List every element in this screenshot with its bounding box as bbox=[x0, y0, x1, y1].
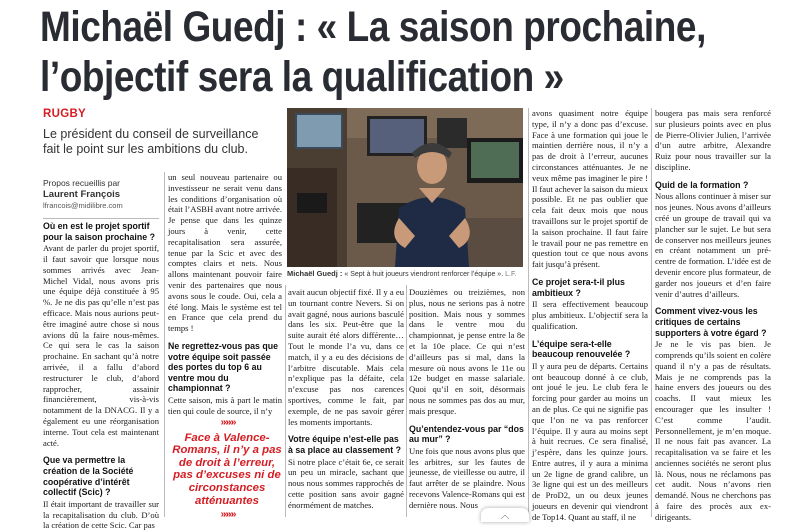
caption-credit: L.F. bbox=[503, 271, 517, 278]
headline-line-2: l’objectif sera la qualification » bbox=[40, 53, 564, 101]
interview-answer: un seul nouveau partenaire ou investisseur ne serait venu dans les conditions d’organisation où était l’ASBH avant notre arrivée. Je pense que dans les quinze jours à venir, cette recapitalisation sera assurée, tenue par la Scic et avec des comptes clairs et nets. Nous allons maintenant pouvoir faire venir des partenaires que nous avons sous le coude. Oui, cela a été long. Mais le système est tel en France que cela prend du temps ! bbox=[168, 172, 282, 334]
headline-line-1: Michaël Guedj : « La saison prochaine, bbox=[40, 3, 706, 51]
article-column-2 bbox=[168, 172, 282, 416]
interview-question: Où en est le projet sportif pour la saison prochaine ? bbox=[43, 221, 155, 242]
byline-email: lfrancois@midilibre.com bbox=[43, 201, 123, 210]
pull-quote bbox=[172, 415, 282, 524]
interview-question: Ne regrettez-vous pas que votre équipe soit passée des portes du top 6 au ventre mou du championnat ? bbox=[168, 340, 278, 394]
interview-answer: Une fois que nous avons plus que les arbitres, sur les fautes de jeunesse, de vieillesse ou autre, il faut arrêter de se plaindre. Nous recevons Valence-Romans qui est dernière nous. Nous bbox=[409, 445, 525, 510]
pull-quote-arrows-top: »»»»» bbox=[220, 417, 234, 428]
caption-text: « Sept à huit joueurs viendront renforcer l’équipe ». bbox=[342, 271, 504, 278]
column-divider bbox=[285, 285, 286, 517]
interview-answer: bougera pas mais sera renforcé sur plusieurs points avec en plus de Pierre-Olivier Julien, l’arrivée d’un autre arbitre, Alexandre Ruiz pour nous travailler sur la discipline. bbox=[655, 108, 771, 172]
interview-question: Votre équipe n’est-elle pas à sa place au classement ? bbox=[288, 434, 401, 455]
interview-question: Que va permettre la création de la Société coopérative d’intérêt collectif (Scic) ? bbox=[43, 455, 134, 498]
interview-answer: Il était important de travailler sur la recapitalisation du club. D’où la création de cette Scic. Car pas bbox=[43, 498, 159, 531]
caption-name: Michaël Guedj : bbox=[287, 269, 343, 278]
interview-question: Qu’entendez-vous par “dos au mur” ? bbox=[409, 423, 524, 445]
interview-question: Ce projet sera-t-il plus ambitieux ? bbox=[532, 276, 625, 298]
byline-author: Laurent François bbox=[43, 189, 121, 200]
article-column-6 bbox=[655, 108, 771, 522]
interview-question: Comment vivez-vous les critiques de certains supporters à votre égard ? bbox=[655, 306, 767, 338]
article-column-4 bbox=[409, 287, 525, 517]
pull-quote-arrows-bottom: »»»»» bbox=[220, 509, 234, 521]
byline-label: Propos recueillis par bbox=[43, 178, 121, 188]
interview-question: Quid de la formation ? bbox=[655, 179, 749, 190]
interview-answer: Je ne le vis pas bien. Je comprends qu’ils soient en colère quand il n’y a pas de résultats. Mais je ne comprends pas la haine envers des joueurs ou des coachs. Il vaut mieux les encourager que les insulter ! C’est comme l’audit. Personnellement, je m’en moque. Il ne nous fait pas avancer. La recapitalisation va se faire et les anciennes sociétés ne seront plus là. Nous, nous ne réclamons pas cet audit. Nous n’avons rien demandé. Nous ne cherchons pas à faire des procès aux ex-dirigeants. bbox=[655, 339, 771, 522]
interview-answer: Avant de parler du projet sportif, il faut savoir que lorsque nous sommes arrivés avec Jean-Michel Vidal, nous avons pris une équipe déjà constituée à 95 %. Je ne dis pas qu’elle n’est pas efficace. Mais nous aurions peut-être imaginé autre chose si nous avions dû la faire nous-mêmes. Ce qui sera le cas la saison prochaine. En sachant qu’à notre arrivée, il a fallu d’abord restructurer le club, d’abord rapprocher, assainir financièrement, vis-à-vis notamment de la DNACG. Il y a également eu une réorganisation interne. Tout cela est maintenant acté. bbox=[43, 243, 159, 448]
interview-answer: Douzièmes ou treizièmes, non plus, nous ne serions pas à notre position. Mais nous y sommes dans le ventre mou du championnat, je pense entre la 8e et la 10e place. Ce qui n’est d’ailleurs pas si mal, dans la mesure où nous avons le 11e ou 12e budget en masse salariale. Quoi qu’il en soit, désormais nous ne sommes pas dos au mur, mais presque. bbox=[409, 287, 525, 416]
article-photo bbox=[287, 108, 523, 267]
article-standfirst: Le président du conseil de surveillance fait le point sur les ambitions du club. bbox=[43, 127, 259, 156]
column-divider bbox=[406, 285, 407, 517]
section-rubric: RUGBY bbox=[43, 108, 87, 120]
column-divider bbox=[164, 172, 165, 517]
interview-answer: Nous allons continuer à miser sur nos jeunes. Nous avons d’ailleurs créé un groupe de travail qui va plancher sur le sujet. Le but sera de conserver nos meilleurs jeunes en créant notamment un pré-centre de formation. L’idée est de devenir encore plus formateur, de garder nos joueurs et d’en faire venir d’autres d’ailleurs. bbox=[655, 191, 771, 299]
chevron-up-icon: ︿ bbox=[500, 510, 510, 520]
article-column-5 bbox=[532, 108, 648, 522]
interview-answer: avons quasiment notre équipe type, il n’y a donc pas d’excuse. Face à une formation qui joue le maintien derrière nous, il n’y a pas de droit à l’erreur, aucunes circonstances atténuantes. Je ne veux même pas imaginer le pire ! Il faut achever la saison du mieux possible. Et ne pas oublier que cela fait deux mois que nous travaillons sur le projet sportif de la saison prochaine. Il faut faire le travail pour ne pas remettre en question tout ce que nous avons fait jusqu’à présent. bbox=[532, 108, 648, 270]
byline bbox=[43, 178, 163, 211]
interview-answer: avait aucun objectif fixé. Il y a eu un tournant contre Nevers. Si on avait gagné, nous aurions basculé dans les six. Peut-être que la suite aurait été alors différente… Tout le monde l’a vu, dans ce match, il y a eu des décisions de l’arbitre discutable. Mais cela n’explique pas la défaite, cela n’excuse pas nos carences sportives, comme le fait, par exemple, de ne pas savoir gérer les moments importants. bbox=[288, 287, 404, 427]
pull-quote-text: Face à Valence-Romans, il n’y a pas de droit à l’erreur, pas d’excuses ni de circonstances atténuantes bbox=[172, 431, 282, 507]
column-divider bbox=[528, 108, 529, 517]
interview-answer: Il sera effectivement beaucoup plus ambitieux. L’objectif sera la qualification. bbox=[532, 299, 648, 331]
photo-caption bbox=[287, 269, 523, 279]
photo-illustration bbox=[287, 108, 523, 267]
column-divider bbox=[651, 108, 652, 517]
interview-answer: Cette saison, mis à part le matin tien qui coule de source, il n’y bbox=[168, 394, 282, 416]
article-column-1 bbox=[43, 221, 159, 531]
interview-answer: Si notre place c’était 6e, ce serait un peu un miracle, sachant que nous nous sommes rapprochés de cette position sans avoir gagné énormément de matches. bbox=[288, 456, 404, 510]
scroll-up-button[interactable] bbox=[481, 508, 529, 522]
byline-divider bbox=[43, 218, 159, 219]
interview-question: L’équipe sera-t-elle beaucoup renouvelée ? bbox=[532, 338, 631, 360]
article-headline bbox=[40, 2, 706, 102]
article-column-3 bbox=[288, 287, 404, 517]
interview-answer: Il y aura peu de départs. Certains ont beaucoup donné à ce club, ont joué le jeu. Le club fera le forcing pour garder au moins un an de plus. Ce qui ne signifie pas que l’on ne va pas renforcer l’équipe. Il y aura au moins sept à huit recrues. Ce sera finalisé, j’espère, dans les quinze jours. Entre autres, il y aura a minima un 2e ligne de grand calibre, un 3e ligne qui est un des meilleurs de ProD2, un ou deux jeunes joueurs en devenir qui viendront de Top14. Quant au staff, il ne bbox=[532, 360, 648, 522]
